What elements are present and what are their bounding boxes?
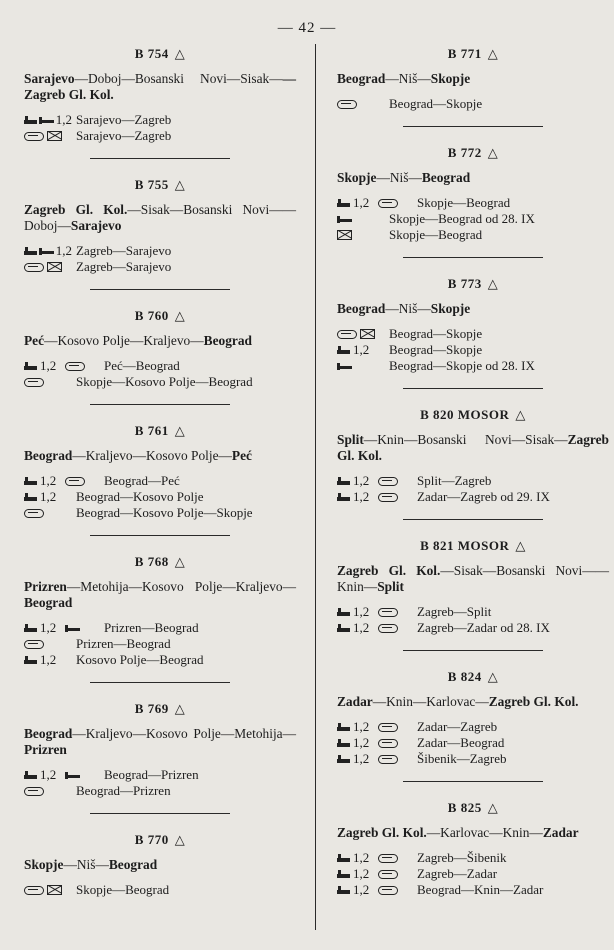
dining-car-icon xyxy=(24,640,44,649)
triangle-mark: △ xyxy=(515,407,526,422)
route-text: —Karlovac—Knin— xyxy=(426,825,543,840)
service-row xyxy=(337,473,609,489)
train-entry xyxy=(337,46,609,112)
dining-car-icon xyxy=(24,509,44,518)
service-icons xyxy=(24,620,104,636)
dining-car-icon xyxy=(337,100,357,109)
station-bold: Split xyxy=(377,579,404,594)
triangle-mark: △ xyxy=(487,800,499,815)
sleeper-icon xyxy=(65,771,80,779)
sleeper-icon xyxy=(39,247,53,255)
train-number-text: B 821 MOSOR xyxy=(420,538,510,553)
train-number-text: B 825 xyxy=(447,800,482,815)
dining-car-icon xyxy=(24,787,44,796)
dining-car-icon xyxy=(378,477,398,486)
route-text: —Knin— xyxy=(337,563,610,594)
service-icons xyxy=(24,767,104,783)
service-route: Zagreb—Šibenik xyxy=(417,850,507,865)
train-number xyxy=(24,832,296,848)
seat-icon xyxy=(337,607,350,617)
service-row xyxy=(337,195,609,211)
service-route: Zagreb—Zadar od 28. IX xyxy=(417,620,550,635)
service-route: Zadar—Zagreb od 29. IX xyxy=(417,489,550,504)
service-route: Beograd—Kosovo Polje—Skopje xyxy=(76,505,253,520)
station-bold: Beograd xyxy=(108,857,158,872)
service-icons xyxy=(24,262,76,272)
dining-car-icon xyxy=(65,362,85,371)
service-icons xyxy=(24,885,76,895)
dining-car-icon xyxy=(378,739,398,748)
train-number-text: B 761 xyxy=(134,423,169,438)
train-entry xyxy=(24,308,296,390)
service-icons xyxy=(337,719,417,735)
class-label: 1,2 xyxy=(353,866,370,881)
station-bold: Beograd xyxy=(337,71,386,86)
train-number-text: B 770 xyxy=(134,832,169,847)
dining-car-icon xyxy=(24,378,44,387)
route-line xyxy=(24,202,296,234)
train-entry xyxy=(24,701,296,799)
service-icons xyxy=(24,652,76,668)
seat-icon xyxy=(337,198,350,208)
class-label: 1,2 xyxy=(353,342,370,357)
route-line xyxy=(337,301,609,317)
triangle-mark: △ xyxy=(174,46,186,61)
train-number xyxy=(337,538,609,554)
service-route: Peć—Beograd xyxy=(104,358,180,373)
service-row xyxy=(24,505,296,521)
station-bold: Zagreb Gl. Kol. xyxy=(488,694,579,709)
service-route: Šibenik—Zagreb xyxy=(417,751,507,766)
separator-line xyxy=(403,781,543,782)
route-line xyxy=(337,170,609,186)
triangle-mark: △ xyxy=(487,145,499,160)
service-icons xyxy=(24,473,104,489)
train-number xyxy=(337,800,609,816)
service-route: Beograd—Kosovo Polje xyxy=(76,489,204,504)
triangle-mark: △ xyxy=(174,423,186,438)
dining-car-icon xyxy=(378,870,398,879)
sleeper-icon xyxy=(337,362,352,370)
train-number-text: B 820 MOSOR xyxy=(420,407,510,422)
service-row xyxy=(24,473,296,489)
train-entry xyxy=(337,669,609,767)
service-icons xyxy=(337,882,417,898)
class-label: 1,2 xyxy=(40,358,57,373)
route-text: —Doboj—Bosanski Novi—Sisak— xyxy=(74,71,283,86)
seat-icon xyxy=(337,869,350,879)
mail-car-icon xyxy=(47,131,62,141)
train-entry xyxy=(337,407,609,505)
service-icons xyxy=(24,243,76,259)
service-route: Zagreb—Sarajevo xyxy=(76,259,172,274)
service-icons xyxy=(24,131,76,141)
service-icons xyxy=(337,735,417,751)
service-route: Split—Zagreb xyxy=(417,473,492,488)
dining-car-icon xyxy=(337,330,357,339)
triangle-mark: △ xyxy=(174,832,186,847)
station-bold: Skopje xyxy=(430,71,471,86)
service-icons xyxy=(337,751,417,767)
station-bold: Zagreb Gl. Kol. xyxy=(337,563,441,578)
route-line xyxy=(24,579,296,611)
train-entry xyxy=(337,276,609,374)
service-route: Skopje—Kosovo Polje—Beograd xyxy=(76,374,253,389)
train-number-text: B 768 xyxy=(134,554,169,569)
train-number xyxy=(24,177,296,193)
service-icons xyxy=(337,100,389,109)
service-row xyxy=(337,620,609,636)
station-bold: Beograd xyxy=(24,448,73,463)
mail-car-icon xyxy=(47,885,62,895)
station-bold: Beograd xyxy=(24,726,73,741)
class-label: 1,2 xyxy=(353,751,370,766)
service-row xyxy=(24,783,296,799)
seat-icon xyxy=(337,492,350,502)
service-icons xyxy=(24,112,76,128)
service-route: Beograd—Skopje xyxy=(389,326,483,341)
service-route: Beograd—Peć xyxy=(104,473,180,488)
train-number xyxy=(337,46,609,62)
station-bold: Split xyxy=(337,432,364,447)
triangle-mark: △ xyxy=(487,669,499,684)
service-row xyxy=(24,358,296,374)
right-column xyxy=(337,46,609,936)
dining-car-icon xyxy=(24,263,44,272)
station-bold: Sarajevo xyxy=(24,71,75,86)
station-bold: Prizren xyxy=(24,579,67,594)
service-icons xyxy=(337,362,389,370)
dining-car-icon xyxy=(378,608,398,617)
class-label: 1,2 xyxy=(353,195,370,210)
service-row xyxy=(337,735,609,751)
service-icons xyxy=(24,787,76,796)
triangle-mark: △ xyxy=(515,538,526,553)
service-row xyxy=(337,719,609,735)
mail-car-icon xyxy=(337,230,352,240)
station-bold: Skopje xyxy=(430,301,471,316)
route-text: —Kosovo Polje—Kraljevo— xyxy=(44,333,204,348)
left-column xyxy=(24,46,296,936)
service-icons xyxy=(337,215,389,223)
route-text: —Niš— xyxy=(385,71,431,86)
route-text: —Niš— xyxy=(376,170,422,185)
seat-icon xyxy=(24,623,37,633)
train-entry xyxy=(337,538,609,636)
service-row xyxy=(337,326,609,342)
service-row xyxy=(24,882,296,898)
mail-car-icon xyxy=(360,329,375,339)
column-divider xyxy=(315,44,316,930)
route-text: —Kraljevo—Kosovo Polje—Metohija— xyxy=(72,726,296,741)
station-bold: Prizren xyxy=(24,742,67,757)
service-icons xyxy=(337,620,417,636)
service-icons xyxy=(337,230,389,240)
station-bold: Skopje xyxy=(24,857,64,872)
seat-icon xyxy=(337,853,350,863)
train-number xyxy=(337,407,609,423)
sleeper-icon xyxy=(65,624,80,632)
route-text: —Metohija—Kosovo Polje—Kraljevo— xyxy=(66,579,296,594)
triangle-mark: △ xyxy=(487,276,499,291)
separator-line xyxy=(90,535,230,536)
seat-icon xyxy=(337,738,350,748)
sleeper-icon xyxy=(337,215,352,223)
separator-line xyxy=(403,257,543,258)
seat-icon xyxy=(24,246,36,256)
service-route: Zagreb—Split xyxy=(417,604,492,619)
service-row xyxy=(24,636,296,652)
seat-icon xyxy=(24,361,37,371)
sleeper-icon xyxy=(39,116,53,124)
class-label: 1,2 xyxy=(353,850,370,865)
class-label: 1,2 xyxy=(40,473,57,488)
mail-car-icon xyxy=(47,262,62,272)
dining-car-icon xyxy=(24,886,44,895)
separator-line xyxy=(90,404,230,405)
service-route: Skopje—Beograd xyxy=(389,227,483,242)
seat-icon xyxy=(337,885,350,895)
dining-car-icon xyxy=(378,886,398,895)
separator-line xyxy=(403,126,543,127)
station-bold: Skopje xyxy=(337,170,377,185)
service-route: Sarajevo—Zagreb xyxy=(76,128,172,143)
class-label: 1,2 xyxy=(353,604,370,619)
class-label: 1,2 xyxy=(353,620,370,635)
route-text: —Sisak—Bosanski Novi— xyxy=(127,202,283,217)
service-icons xyxy=(24,489,76,505)
service-row xyxy=(24,243,296,259)
dining-car-icon xyxy=(378,199,398,208)
service-row xyxy=(337,211,609,227)
separator-line xyxy=(403,519,543,520)
train-number xyxy=(337,276,609,292)
service-row xyxy=(24,112,296,128)
triangle-mark: △ xyxy=(487,46,499,61)
seat-icon xyxy=(24,115,36,125)
service-row xyxy=(24,489,296,505)
train-number-text: B 760 xyxy=(134,308,169,323)
separator-line xyxy=(403,650,543,651)
train-number xyxy=(24,423,296,439)
seat-icon xyxy=(24,655,37,665)
seat-icon xyxy=(337,476,350,486)
train-number-text: B 754 xyxy=(134,46,169,61)
train-entry xyxy=(24,177,296,275)
service-route: Prizren—Beograd xyxy=(76,636,171,651)
class-label: 1,2 xyxy=(353,489,370,504)
service-route: Beograd—Prizren xyxy=(104,767,199,782)
route-text: —Knin—Bosanski Novi—Sisak— xyxy=(363,432,568,447)
train-number-text: B 773 xyxy=(447,276,482,291)
station-bold: Zagreb Gl. Kol. xyxy=(24,202,128,217)
service-icons xyxy=(24,358,104,374)
service-row xyxy=(337,604,609,620)
page-number: — 42 — xyxy=(277,20,337,36)
route-line xyxy=(337,563,609,595)
service-icons xyxy=(24,640,76,649)
service-route: Beograd—Knin—Zadar xyxy=(417,882,544,897)
seat-icon xyxy=(24,492,37,502)
station-bold: Peć xyxy=(24,333,45,348)
service-icons xyxy=(337,473,417,489)
route-line xyxy=(24,448,296,464)
service-row xyxy=(337,96,609,112)
train-number xyxy=(24,46,296,62)
service-route: Zadar—Zagreb xyxy=(417,719,498,734)
seat-icon xyxy=(24,476,37,486)
route-text: —Sisak—Bosanski Novi— xyxy=(440,563,596,578)
train-entry xyxy=(24,46,296,144)
seat-icon xyxy=(337,754,350,764)
service-icons xyxy=(24,378,76,387)
class-label: 1,2 xyxy=(353,719,370,734)
service-icons xyxy=(337,866,417,882)
seat-icon xyxy=(337,623,350,633)
train-number xyxy=(337,145,609,161)
dining-car-icon xyxy=(378,755,398,764)
service-icons xyxy=(24,509,76,518)
route-line xyxy=(337,825,609,841)
train-entry xyxy=(337,145,609,243)
triangle-mark: △ xyxy=(174,177,186,192)
route-text: —Knin—Karlovac— xyxy=(372,694,489,709)
service-route: Sarajevo—Zagreb xyxy=(76,112,172,127)
service-row xyxy=(337,489,609,505)
train-number-text: B 769 xyxy=(134,701,169,716)
station-bold: Beograd xyxy=(421,170,471,185)
dining-car-icon xyxy=(65,477,85,486)
service-route: Beograd—Prizren xyxy=(76,783,171,798)
seat-icon xyxy=(337,722,350,732)
class-label: 1,2 xyxy=(40,489,57,504)
dining-car-icon xyxy=(378,624,398,633)
service-row xyxy=(24,259,296,275)
route-line xyxy=(24,71,296,103)
train-number-text: B 755 xyxy=(134,177,169,192)
station-bold: Beograd xyxy=(337,301,386,316)
route-line xyxy=(337,694,609,710)
class-label: 1,2 xyxy=(353,882,370,897)
station-bold: —Zagreb Gl. Kol. xyxy=(24,71,296,102)
separator-line xyxy=(403,388,543,389)
station-bold: Peć xyxy=(231,448,252,463)
class-label: 1,2 xyxy=(353,473,370,488)
train-number-text: B 824 xyxy=(447,669,482,684)
service-row xyxy=(337,882,609,898)
train-number xyxy=(24,554,296,570)
dining-car-icon xyxy=(378,854,398,863)
class-label: 1,2 xyxy=(353,735,370,750)
service-icons xyxy=(337,604,417,620)
service-icons xyxy=(337,850,417,866)
route-line xyxy=(24,726,296,758)
triangle-mark: △ xyxy=(174,554,186,569)
service-row xyxy=(337,751,609,767)
train-number-text: B 771 xyxy=(447,46,482,61)
service-icons xyxy=(337,342,389,358)
service-icons xyxy=(337,329,389,339)
route-text: —Doboj— xyxy=(24,202,297,233)
service-route: Zadar—Beograd xyxy=(417,735,505,750)
dining-car-icon xyxy=(378,493,398,502)
service-row xyxy=(24,620,296,636)
class-label: 1,2 xyxy=(40,652,57,667)
station-bold: Zagreb Gl. Kol. xyxy=(337,432,609,463)
train-number xyxy=(337,669,609,685)
service-row xyxy=(337,866,609,882)
station-bold: Zagreb Gl. Kol. xyxy=(337,825,427,840)
separator-line xyxy=(90,158,230,159)
station-bold: Sarajevo xyxy=(70,218,122,233)
service-route: Skopje—Beograd od 28. IX xyxy=(389,211,535,226)
station-bold: Beograd xyxy=(24,595,73,610)
service-icons xyxy=(337,489,417,505)
train-entry xyxy=(337,800,609,898)
train-entry xyxy=(24,554,296,668)
service-route: Beograd—Skopje od 28. IX xyxy=(389,358,535,373)
service-route: Skopje—Beograd xyxy=(76,882,170,897)
class-label: 1,2 xyxy=(40,767,57,782)
service-route: Beograd—Skopje xyxy=(389,342,483,357)
triangle-mark: △ xyxy=(174,701,186,716)
route-text: —Kraljevo—Kosovo Polje— xyxy=(72,448,232,463)
class-label: 1,2 xyxy=(55,112,72,127)
dining-car-icon xyxy=(378,723,398,732)
service-route: Prizren—Beograd xyxy=(104,620,199,635)
service-row xyxy=(24,374,296,390)
service-row xyxy=(24,652,296,668)
service-route: Zagreb—Zadar xyxy=(417,866,498,881)
station-bold: Beograd xyxy=(203,333,252,348)
service-row xyxy=(24,128,296,144)
route-line xyxy=(24,857,296,873)
dining-car-icon xyxy=(24,132,44,141)
service-route: Zagreb—Sarajevo xyxy=(76,243,172,258)
route-text: —Niš— xyxy=(63,857,109,872)
service-route: Kosovo Polje—Beograd xyxy=(76,652,204,667)
separator-line xyxy=(90,682,230,683)
service-row xyxy=(337,850,609,866)
train-number-text: B 772 xyxy=(447,145,482,160)
class-label: 1,2 xyxy=(40,620,57,635)
station-bold: Zadar xyxy=(542,825,579,840)
class-label: 1,2 xyxy=(55,243,72,258)
service-row xyxy=(337,227,609,243)
service-route: Beograd—Skopje xyxy=(389,96,483,111)
station-bold: Zadar xyxy=(337,694,373,709)
service-route: Skopje—Beograd xyxy=(417,195,511,210)
train-number xyxy=(24,701,296,717)
separator-line xyxy=(90,813,230,814)
service-icons xyxy=(337,195,417,211)
service-row xyxy=(337,342,609,358)
triangle-mark: △ xyxy=(174,308,186,323)
route-line xyxy=(24,333,296,349)
separator-line xyxy=(90,289,230,290)
route-line xyxy=(337,71,609,87)
seat-icon xyxy=(24,770,37,780)
seat-icon xyxy=(337,345,350,355)
service-row xyxy=(337,358,609,374)
service-row xyxy=(24,767,296,783)
train-entry xyxy=(24,423,296,521)
train-number xyxy=(24,308,296,324)
route-line xyxy=(337,432,609,464)
route-text: —Niš— xyxy=(385,301,431,316)
train-entry xyxy=(24,832,296,898)
